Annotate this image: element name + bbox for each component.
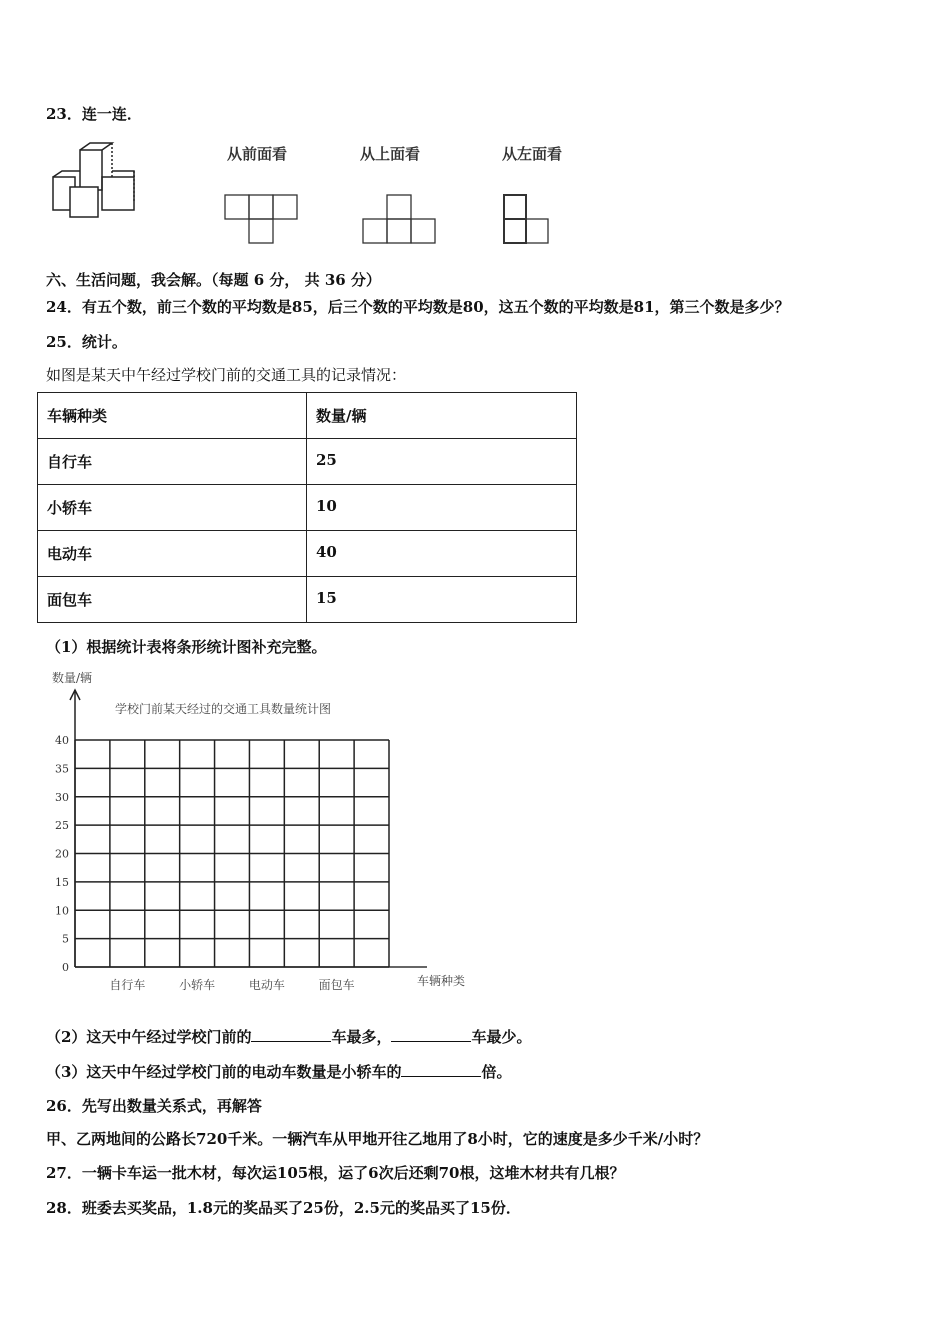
table-row	[38, 439, 577, 485]
y-tick-label: 15	[55, 875, 69, 889]
p2-text-b: 车最多，	[331, 1028, 392, 1046]
cell-type: 自行车	[38, 439, 307, 485]
q24-text: 24．有五个数，前三个数的平均数是85，后三个数的平均数是80，这五个数的平均数是81，第三个数是多少？	[46, 298, 790, 316]
cell-type: 小轿车	[38, 485, 307, 531]
vehicle-table	[37, 392, 577, 623]
answer-blank-least[interactable]	[391, 1027, 471, 1042]
header-count: 数量/辆	[307, 393, 577, 439]
x-tick-label: 电动车	[248, 978, 285, 992]
view-label-top: 从上面看	[360, 145, 421, 163]
x-tick-label: 自行车	[109, 978, 146, 992]
y-tick-label: 25	[55, 819, 69, 833]
q25-part1: （1）根据统计表将条形统计图补充完整。	[46, 638, 327, 656]
answer-blank-times[interactable]	[401, 1062, 481, 1077]
cell-count: 10	[307, 485, 577, 531]
cell-count: 25	[307, 439, 577, 485]
cube-figure	[50, 142, 150, 222]
q27-text: 27．一辆卡车运一批木材，每次运105根，运了6次后还剩70根，这堆木材共有几根？	[46, 1164, 625, 1182]
answer-blank-most[interactable]	[251, 1027, 331, 1042]
y-tick-label: 5	[62, 932, 69, 946]
x-tick-label: 小轿车	[179, 978, 216, 992]
q25-part2	[46, 1026, 531, 1047]
y-tick-label: 10	[55, 904, 69, 918]
x-axis-label: 车辆种类	[417, 974, 466, 988]
table-row	[38, 485, 577, 531]
cell-count: 40	[307, 531, 577, 577]
cell-count: 15	[307, 577, 577, 623]
x-tick-label: 面包车	[318, 978, 355, 992]
view-label-left: 从左面看	[502, 145, 563, 163]
q23-title: 23．连一连．	[46, 105, 142, 123]
q25-part3	[46, 1061, 511, 1082]
bar-chart	[40, 660, 480, 1000]
table-row	[38, 577, 577, 623]
q25-intro: 如图是某天中午经过学校门前的交通工具的记录情况：	[46, 366, 407, 384]
y-axis-label: 数量/辆	[52, 671, 93, 685]
header-type: 车辆种类	[38, 393, 307, 439]
p2-text-a: （2）这天中午经过学校门前的	[46, 1028, 252, 1046]
cell-type: 面包车	[38, 577, 307, 623]
front-view-shape	[222, 192, 302, 248]
y-tick-label: 0	[62, 961, 69, 974]
y-tick-label: 30	[55, 790, 69, 804]
top-view-shape	[360, 192, 440, 248]
view-label-front: 从前面看	[227, 145, 288, 163]
y-tick-label: 35	[55, 762, 69, 776]
table-header-row	[38, 393, 577, 439]
table-row	[38, 531, 577, 577]
y-tick-label: 20	[55, 847, 69, 861]
q26-text: 甲、乙两地间的公路长720千米。一辆汽车从甲地开往乙地用了8小时，它的速度是多少千米/小时？	[46, 1130, 709, 1148]
p3-text-a: （3）这天中午经过学校门前的电动车数量是小轿车的	[46, 1063, 402, 1081]
p2-text-c: 车最少。	[471, 1028, 532, 1046]
cell-type: 电动车	[38, 531, 307, 577]
chart-title: 学校门前某天经过的交通工具数量统计图	[115, 702, 332, 716]
y-tick-label: 40	[55, 734, 69, 747]
q26-title: 26．先写出数量关系式，再解答	[46, 1097, 262, 1115]
section-6-heading: 六、生活问题，我会解。（每题 6 分， 共 36 分）	[46, 271, 381, 289]
p3-text-b: 倍。	[481, 1063, 512, 1081]
q28-text: 28．班委去买奖品，1.8元的奖品买了25份，2.5元的奖品买了15份．	[46, 1199, 521, 1217]
q25-title: 25．统计。	[46, 333, 127, 351]
left-view-shape	[500, 192, 560, 248]
